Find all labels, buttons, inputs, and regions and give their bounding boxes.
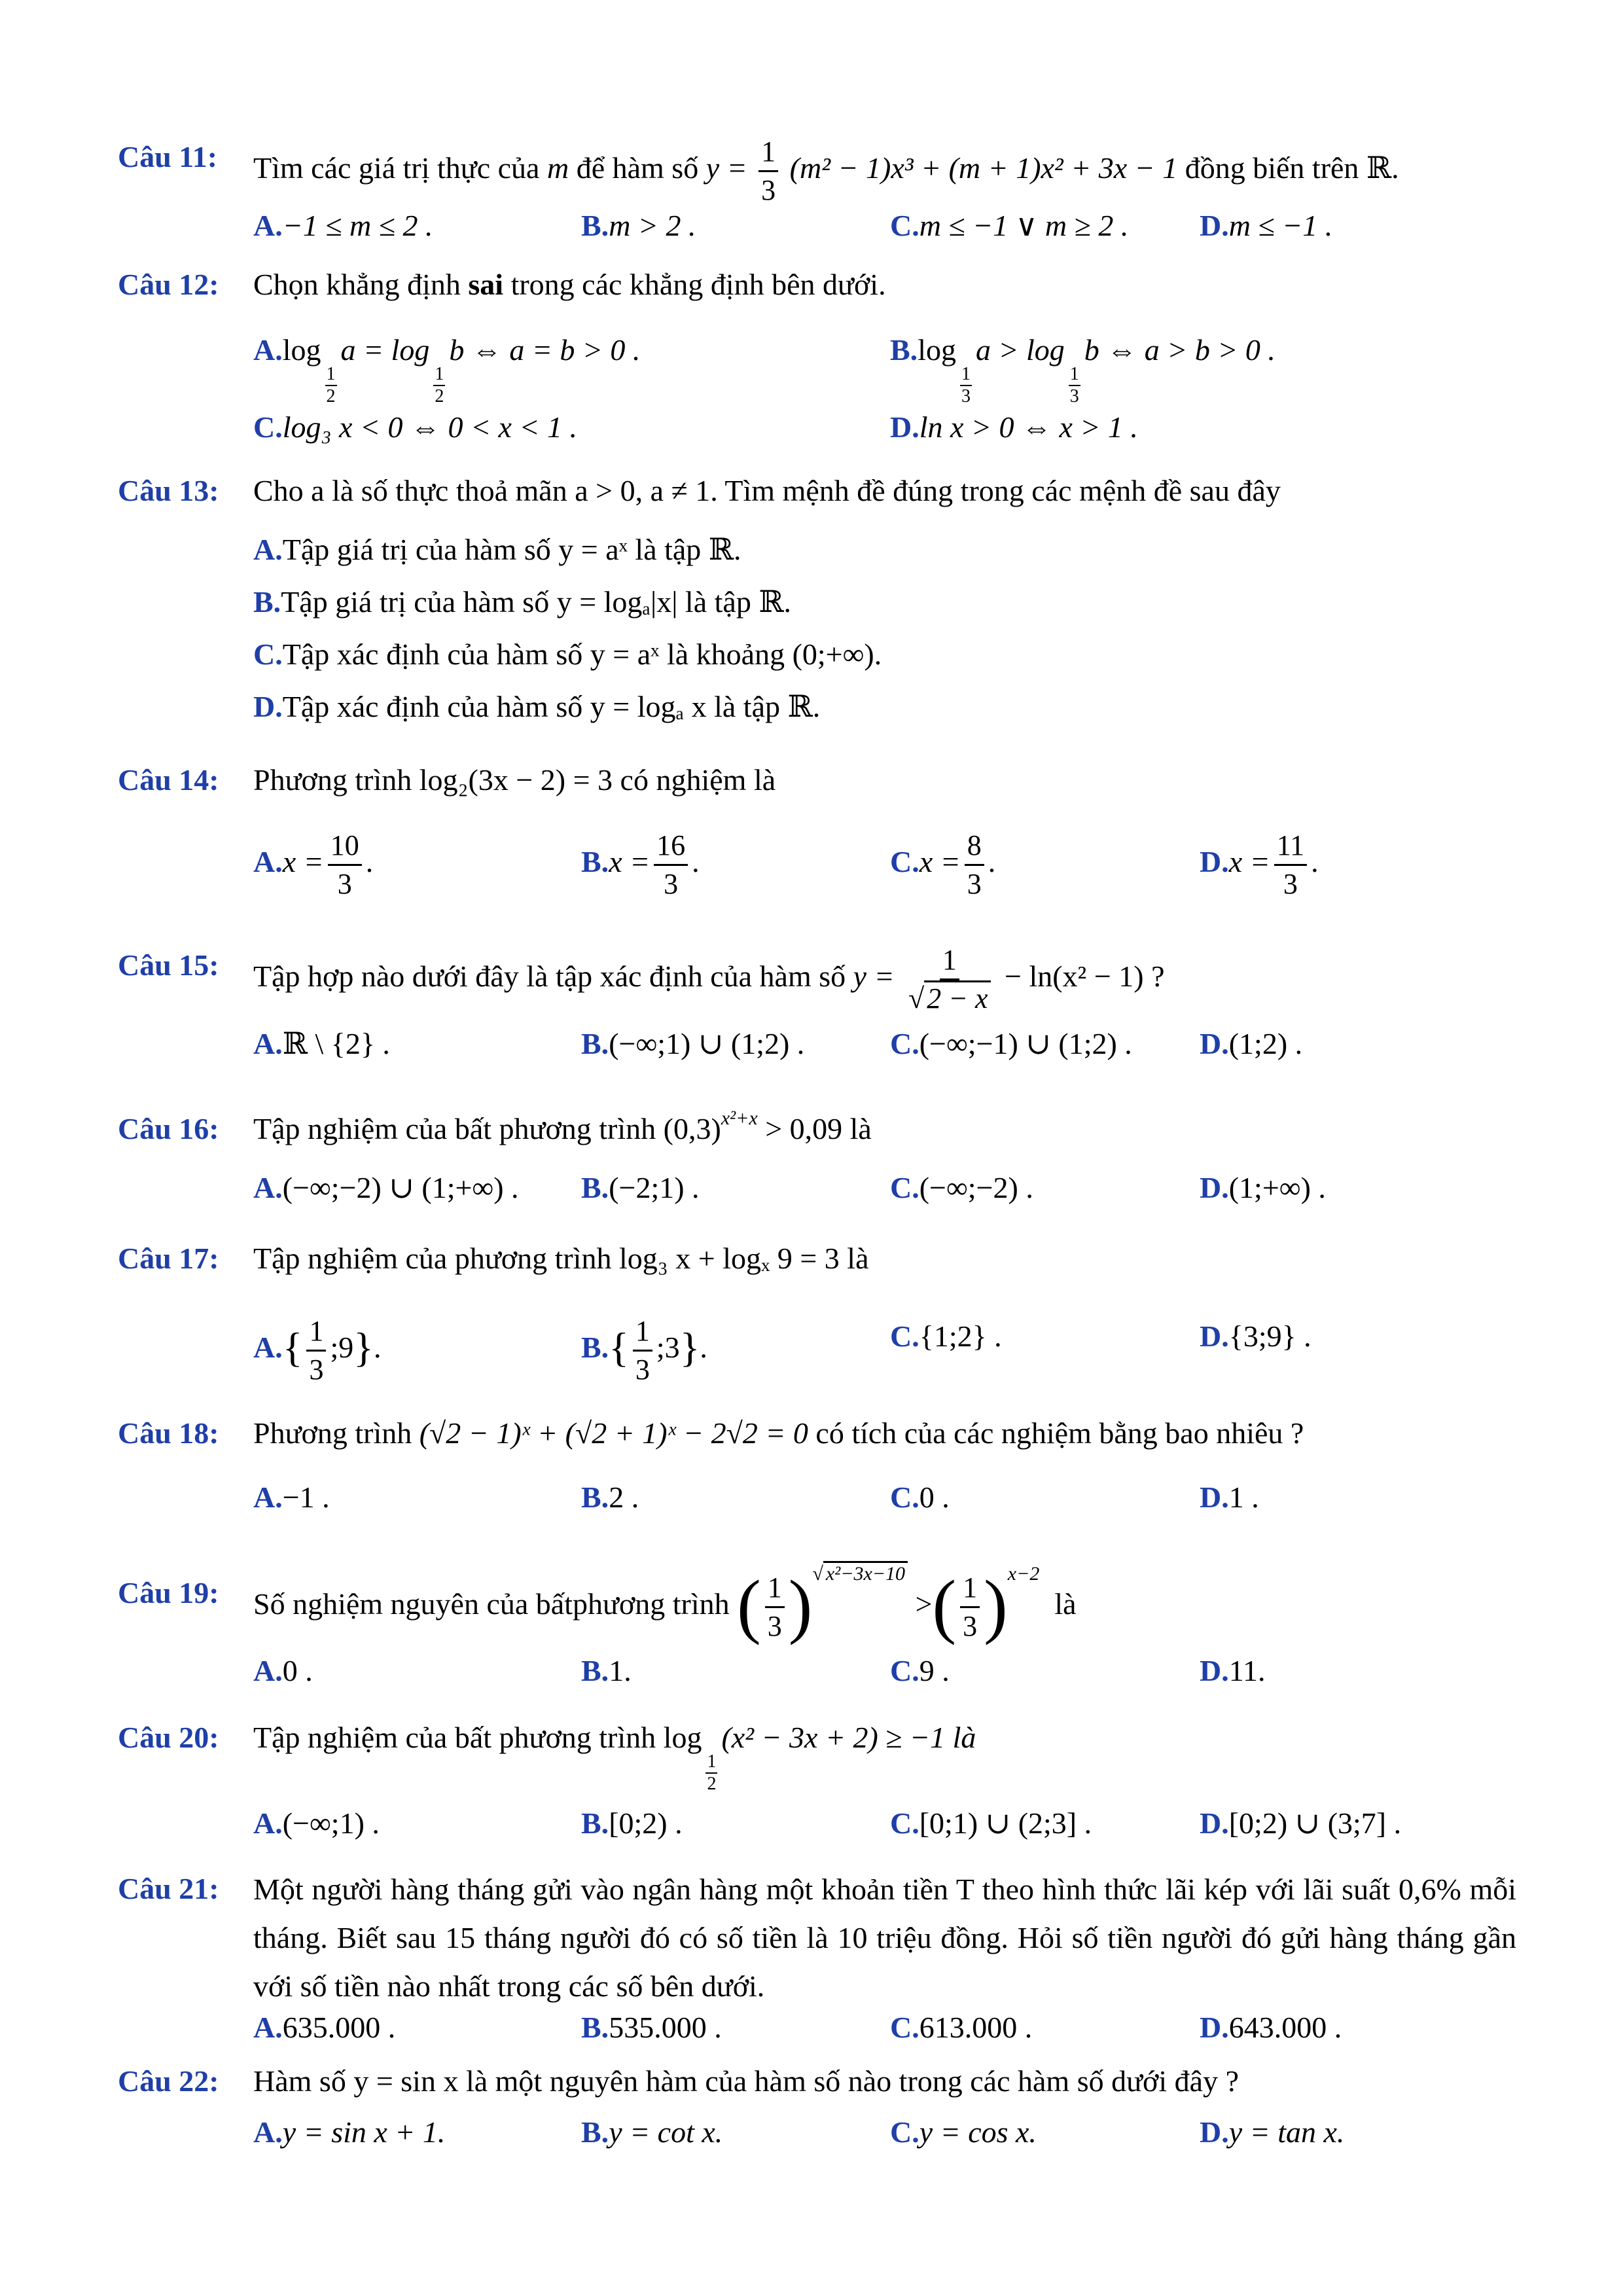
q21-option-b[interactable]: B.535.000 . [581,2011,722,2044]
question-text: Cho a là số thực thoả mãn a > 0, a ≠ 1. Tìm mệnh đề đúng trong các mệnh đề sau đây [253,474,1281,507]
question-label: Câu 18: [118,1416,219,1450]
question-text: Tìm các giá trị thực của m để hàm số y = $\frac{1}{3}$ (m² − 1)x³ + (m + 1)x² + 3x − 1 đồng biến trên ℝ. [253,135,1399,206]
q15-option-c[interactable]: C.(−∞;−1) ∪ (1;2) . [890,1027,1132,1060]
q18-option-a[interactable]: A.−1 . [253,1480,330,1514]
question-text: Chọn khẳng định sai trong các khẳng định bên dưới. [253,268,886,301]
q21-option-d[interactable]: D.643.000 . [1200,2011,1342,2044]
q17-option-c[interactable]: C.{1;2} . [890,1319,1002,1353]
q19-option-d[interactable]: D.11. [1200,1654,1266,1687]
q11-option-c[interactable]: C.m ≤ −1 ∨ m ≥ 2 . [890,209,1129,242]
q17-option-a[interactable]: A.{ $\frac{1}{3}$ ;9}. [253,1315,382,1386]
q14-option-c[interactable]: C.x = $\frac{8}{3}$ . [890,829,996,900]
q11-option-a[interactable]: A.−1 ≤ m ≤ 2 . [253,209,433,242]
question-text: Phương trình log₂(3x − 2) = 3 có nghiệm là [253,763,776,797]
q14-option-a[interactable]: A.x = $\frac{10}{3}$ . [253,829,374,900]
question-label: Câu 17: [118,1242,219,1275]
question-text: Phương trình (√2 − 1)ˣ + (√2 + 1)ˣ − 2√2 = 0 có tích của các nghiệm bằng bao nhiêu ? [253,1416,1304,1450]
q19-option-a[interactable]: A.0 . [253,1654,313,1687]
question-text: Tập nghiệm của bất phương trình log $\frac{1}{2}$ (x² − 3x + 2) ≥ −1 là [253,1721,976,1794]
fraction: $\frac{1}{3}$ [758,137,778,205]
q12-option-b[interactable]: B.log $\frac{1}{3}$ a > log $\frac{1}{3}$ b ⇔ a > b > 0 . [890,333,1275,406]
q16-option-a[interactable]: A.(−∞;−2) ∪ (1;+∞) . [253,1171,519,1204]
q14-option-d[interactable]: D.x = $\frac{11}{3}$ . [1200,829,1319,900]
q12-option-c[interactable]: C.log₃ x < 0 ⇔ 0 < x < 1 . [253,410,577,444]
q14-option-b[interactable]: B.x = $\frac{16}{3}$ . [581,829,700,900]
q22-option-b[interactable]: B.y = cot x. [581,2115,723,2149]
q16-option-c[interactable]: C.(−∞;−2) . [890,1171,1033,1204]
q20-option-b[interactable]: B.[0;2) . [581,1806,683,1840]
question-label: Câu 21: [118,1872,219,1905]
q21-option-c[interactable]: C.613.000 . [890,2011,1033,2044]
q18-option-b[interactable]: B.2 . [581,1480,639,1514]
question-label: Câu 14: [118,763,219,797]
q13-option-c[interactable]: C.Tập xác định của hàm số y = aˣ là khoảng (0;+∞). [253,637,882,671]
q22-option-c[interactable]: C.y = cos x. [890,2115,1037,2149]
question-label: Câu 11: [118,140,218,173]
question-text: Một người hàng tháng gửi vào ngân hàng một khoản tiền T theo hình thức lãi kép với lãi suất 0,6% mỗi tháng. Biết sau 15 tháng người đó có số tiền là 10 triệu đồng. Hỏi số tiền người đó gửi hàng tháng gần với số tiền nào nhất trong các số bên dưới. [253,1873,1516,2003]
q19-option-c[interactable]: C.9 . [890,1654,950,1687]
q15-option-d[interactable]: D.(1;2) . [1200,1027,1303,1060]
question-text: Số nghiệm nguyên của bấtphương trình ( $\frac{1}{3}$ )$^{√ x^2-3x-10}$ >( $\frac{1}{3}$ )$^{x-2}$ là [253,1573,1077,1641]
q18-option-d[interactable]: D.1 . [1200,1480,1259,1514]
question-label: Câu 16: [118,1112,219,1145]
q22-option-d[interactable]: D.y = tan x. [1200,2115,1345,2149]
question-label: Câu 19: [118,1576,219,1609]
q18-option-c[interactable]: C.0 . [890,1480,950,1514]
question-text: Tập nghiệm của phương trình log₃ x + logₓ 9 = 3 là [253,1242,869,1275]
question-label: Câu 22: [118,2064,219,2098]
question-text: Tập nghiệm của bất phương trình $(0,3)^{x^2+x} > 0,09$ là [253,1107,872,1145]
q16-option-b[interactable]: B.(−2;1) . [581,1171,700,1204]
q20-option-a[interactable]: A.(−∞;1) . [253,1806,380,1840]
q13-option-b[interactable]: B.Tập giá trị của hàm số y = logₐ|x| là tập ℝ. [253,585,792,619]
question-text: Hàm số y = sin x là một nguyên hàm của hàm số nào trong các hàm số dưới đây ? [253,2064,1239,2098]
q15-option-a[interactable]: A.ℝ \ {2} . [253,1027,390,1060]
question-label: Câu 13: [118,474,219,507]
q19-option-b[interactable]: B.1. [581,1654,632,1687]
q15-option-b[interactable]: B.(−∞;1) ∪ (1;2) . [581,1027,805,1060]
q17-option-d[interactable]: D.{3;9} . [1200,1319,1311,1353]
question-label: Câu 12: [118,268,219,301]
q20-option-d[interactable]: D.[0;2) ∪ (3;7] . [1200,1806,1402,1840]
q11-option-d[interactable]: D.m ≤ −1 . [1200,209,1333,242]
question-label: Câu 20: [118,1721,219,1754]
q13-option-d[interactable]: D.Tập xác định của hàm số y = logₐ x là tập ℝ. [253,690,821,723]
q21-option-a[interactable]: A.635.000 . [253,2011,396,2044]
q22-option-a[interactable]: A.y = sin x + 1. [253,2115,446,2149]
q16-option-d[interactable]: D.(1;+∞) . [1200,1171,1326,1204]
q13-option-a[interactable]: A.Tập giá trị của hàm số y = aˣ là tập ℝ. [253,533,741,566]
question-text: Tập hợp nào dưới đây là tập xác định của hàm số y = $\frac{1}{√2 - x}$ − ln(x² − 1) ? [253,944,1165,1014]
q11-option-b[interactable]: B.m > 2 . [581,209,696,242]
question-label: Câu 15: [118,948,219,982]
q12-option-a[interactable]: A.log $\frac{1}{2}$ a = log $\frac{1}{2}$ b ⇔ a = b > 0 . [253,333,641,406]
q12-option-d[interactable]: D.ln x > 0 ⇔ x > 1 . [890,410,1138,444]
q17-option-b[interactable]: B.{ $\frac{1}{3}$ ;3}. [581,1315,707,1386]
q20-option-c[interactable]: C.[0;1) ∪ (2;3] . [890,1806,1092,1840]
